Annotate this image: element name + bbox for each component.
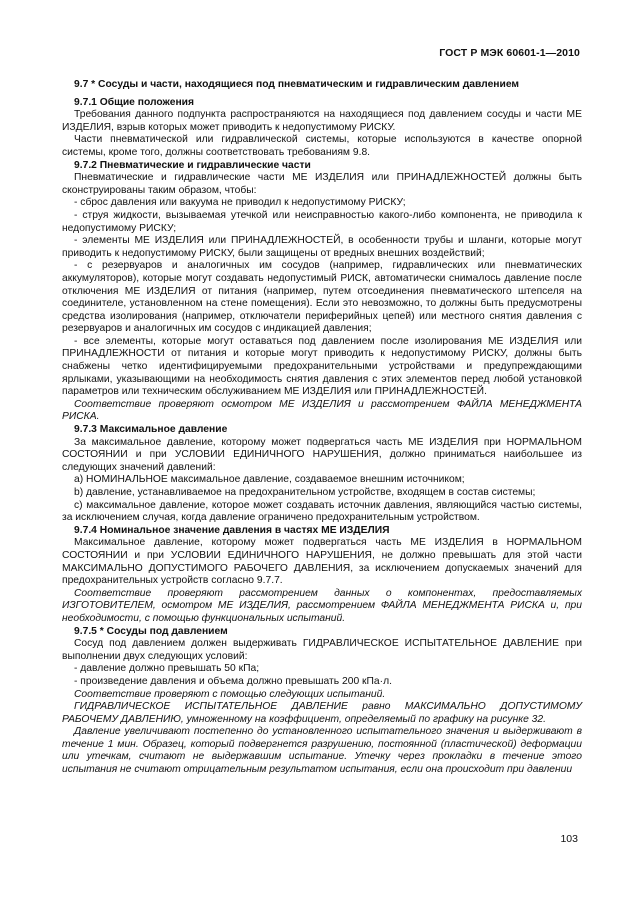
paragraph: - с резервуаров и аналогичных им сосудов (например, гидравлических или пневматических аккумуляторов), которые могут создавать недопустимый РИСК, автоматически снималось давление после отключения МЕ ИЗДЕЛИЯ от питания (например, путем отсоединения пневматического штепселя на соединителе, установленном на стене помещения). Если это невозможно, то должны быть предусмотрены средства изолирования (например, отключатели периферийных цепей) или местного снятия давления с резервуаров и аналогичных им сосудов с индикацией давления; xyxy=(62,260,582,335)
section-heading: 9.7 * Сосуды и части, находящиеся под пневматическим и гидравлическим давлением xyxy=(74,79,520,90)
document-body xyxy=(62,79,582,777)
paragraph: - давление должно превышать 50 кПа; xyxy=(74,663,260,675)
paragraph: Соответствие проверяют рассмотрением данных о компонентах, предоставляемых ИЗГОТОВИТЕЛЕМ, осмотром МЕ ИЗДЕЛИЯ, рассмотрением ФАЙЛА МЕНЕДЖМЕНТА РИСКА и, при необходимости, с помощью функциональных испытаний. xyxy=(62,587,582,624)
paragraph: b) давление, устанавливаемое на предохранительном устройстве, входящем в состав системы; xyxy=(74,487,536,498)
paragraph: Требования данного подпункта распространяются на находящиеся под давлением сосуды и части МЕ ИЗДЕЛИЯ, взрыв которых может приводить к недопустимому РИСКУ. xyxy=(62,109,582,133)
paragraph: ГИДРАВЛИЧЕСКОЕ ИСПЫТАТЕЛЬНОЕ ДАВЛЕНИЕ равно МАКСИМАЛЬНО ДОПУСТИМОМУ РАБОЧЕМУ ДАВЛЕНИЮ, умноженному на коэффициент, определяемый по графику на рисунке 32. xyxy=(62,701,582,725)
paragraph: Части пневматической или гидравлической системы, которые используются в качестве опорной системы, кроме того, должны соответствовать требованиям 9.8. xyxy=(62,134,582,158)
paragraph: Давление увеличивают постепенно до установленного испытательного значения и выдерживают в течение 1 мин. Образец, который подвергнется разрушению, постоянной (пластической) деформации или утечкам, считают не выдержавшим испытание. Утечку через прокладки в течение этого испытания не считают отрицательным результатом испытания, если она происходит при давлении xyxy=(62,726,582,776)
paragraph: За максимальное давление, которому может подвергаться часть МЕ ИЗДЕЛИЯ при НОРМАЛЬНОМ СОСТОЯНИИ и при УСЛОВИИ ЕДИНИЧНОГО НАРУШЕНИЯ, должно приниматься наибольшее из следующих значений давлений: xyxy=(62,436,582,473)
paragraph: - струя жидкости, вызываемая утечкой или неисправностью какого-либо компонента, не приводила к недопустимому РИСКУ; xyxy=(62,209,582,234)
paragraph: - сброс давления или вакуума не приводил к недопустимому РИСКУ; xyxy=(74,197,406,209)
paragraph: Соответствие проверяют осмотром МЕ ИЗДЕЛИЯ и рассмотрением ФАЙЛА МЕНЕДЖМЕНТА РИСКА. xyxy=(62,398,582,423)
section-heading: 9.7.4 Номинальное значение давления в частях МЕ ИЗДЕЛИЯ xyxy=(74,524,390,536)
paragraph: с) максимальное давление, которое может создавать источник давления, являющийся частью системы, за исключением случая, когда давление ограничено предохранительным устройством. xyxy=(62,499,582,524)
paragraph: - произведение давления и объема должно превышать 200 кПа·л. xyxy=(74,675,392,687)
paragraph: Соответствие проверяют с помощью следующих испытаний. xyxy=(74,688,386,700)
standard-header: ГОСТ Р МЭК 60601-1—2010 xyxy=(439,47,580,59)
section-heading: 9.7.3 Максимальное давление xyxy=(74,424,228,436)
paragraph: - все элементы, которые могут оставаться под давлением после изолирования МЕ ИЗДЕЛИЯ или ПРИНАДЛЕЖНОСТИ от питания и которые могут приводить к недопустимому РИСКУ, должны быть снабжены четко идентифицируемыми предохранительными устройствами и предупреждающими ярлыками, указывающими на необходимость снятия давления с этих элементов перед любой установкой параметров или техническим обслуживанием МЕ ИЗДЕЛИЯ или ПРИНАДЛЕЖНОСТЕЙ. xyxy=(62,335,582,398)
section-heading: 9.7.1 Общие положения xyxy=(74,96,194,108)
section-heading: 9.7.2 Пневматические и гидравлические части xyxy=(74,159,311,171)
paragraph: Сосуд под давлением должен выдерживать ГИДРАВЛИЧЕСКОЕ ИСПЫТАТЕЛЬНОЕ ДАВЛЕНИЕ при выполнении двух следующих условий: xyxy=(62,638,582,662)
section-heading: 9.7.5 * Сосуды под давлением xyxy=(74,625,228,637)
paragraph: а) НОМИНАЛЬНОЕ максимальное давление, создаваемое внешним источником; xyxy=(74,474,465,486)
paragraph: - элементы МЕ ИЗДЕЛИЯ или ПРИНАДЛЕЖНОСТЕЙ, в особенности трубы и шланги, которые могут приводить к недопустимому РИСКУ, были защищены от вредных внешних воздействий; xyxy=(62,235,582,259)
paragraph: Максимальное давление, которому может подвергаться часть МЕ ИЗДЕЛИЯ в НОРМАЛЬНОМ СОСТОЯНИИ и при УСЛОВИИ ЕДИНИЧНОГО НАРУШЕНИЯ, не должно превышать для этой части МАКСИМАЛЬНО ДОПУСТИМОГО РАБОЧЕГО ДАВЛЕНИЯ, за исключением допускаемых значений для предохранительных устройств согласно 9.7.7. xyxy=(62,537,582,587)
paragraph: Пневматические и гидравлические части МЕ ИЗДЕЛИЯ или ПРИНАДЛЕЖНОСТЕЙ должны быть сконструированы таким образом, чтобы: xyxy=(62,172,582,196)
page-number: 103 xyxy=(560,833,578,845)
